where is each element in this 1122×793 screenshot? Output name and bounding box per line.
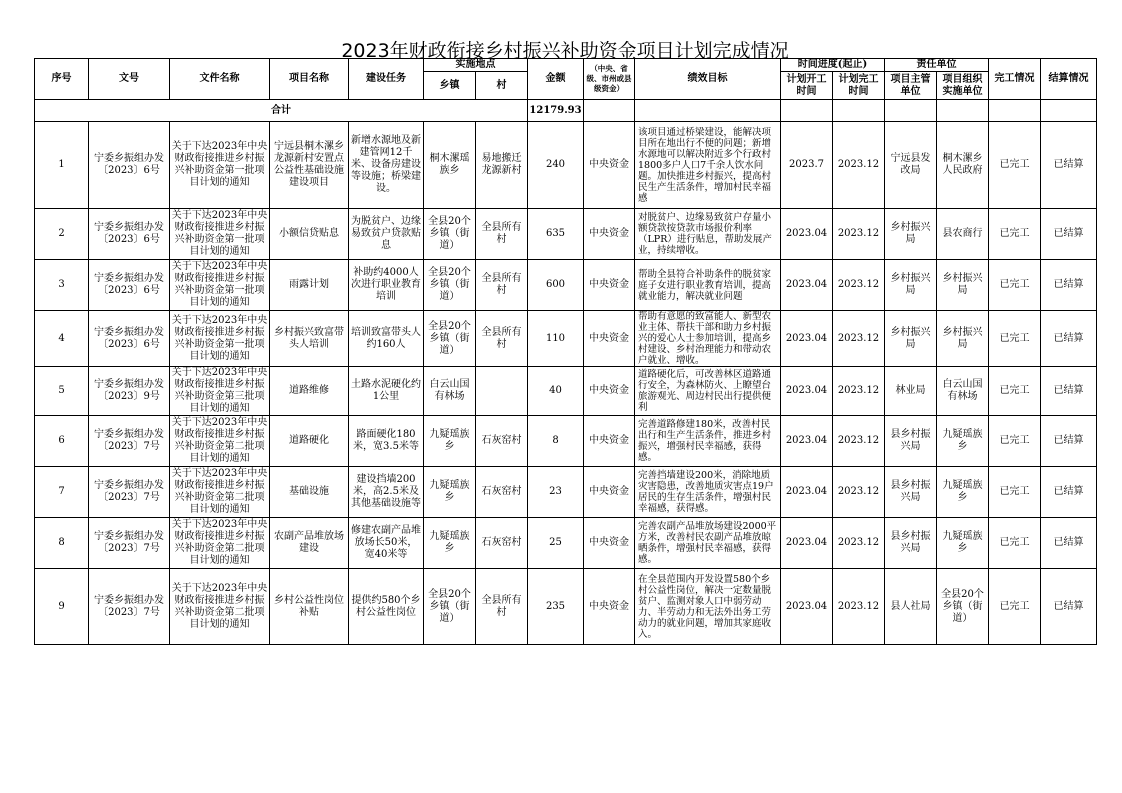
- cell-end: 2023.12: [833, 569, 885, 645]
- cell-fund: 中央资金: [584, 416, 635, 467]
- cell-completion: 已完工: [989, 518, 1041, 569]
- cell-settlement: 已结算: [1041, 518, 1097, 569]
- cell-project: 道路硬化: [270, 416, 349, 467]
- cell-doc-no: 宁委乡振组办发〔2023〕6号: [89, 209, 170, 260]
- cell-settlement: 已结算: [1041, 209, 1097, 260]
- cell-performance: 完善农副产品堆放场建设2000平方米，改善村民农副产品堆放晾晒条件，增强村民幸福感，获得感。: [635, 518, 781, 569]
- cell-executor: 全县20个乡镇（街道）: [937, 569, 989, 645]
- cell-task: 建设挡墙200米，高2.5米及其他基础设施等: [349, 467, 424, 518]
- cell-task: 提供约580个乡村公益性岗位: [349, 569, 424, 645]
- cell-settlement: 已结算: [1041, 367, 1097, 416]
- cell-task: 修建农副产品堆放场长50米，宽40米等: [349, 518, 424, 569]
- cell-start: 2023.04: [781, 518, 833, 569]
- cell-doc-name: 关于下达2023年中央财政衔接推进乡村振兴补助资金第一批项目计划的通知: [170, 260, 270, 311]
- cell-task: 培训致富带头人约160人: [349, 311, 424, 367]
- cell-completion: 已完工: [989, 467, 1041, 518]
- cell-performance: 帮助全县符合补助条件的脱贫家庭子女进行职业教育培训，提高就业能力，解决就业问题: [635, 260, 781, 311]
- cell-doc-name: 关于下达2023年中央财政衔接推进乡村振兴补助资金第二批项目计划的通知: [170, 467, 270, 518]
- cell-project: 道路维修: [270, 367, 349, 416]
- cell-fund: 中央资金: [584, 467, 635, 518]
- cell-executor: 白云山国有林场: [937, 367, 989, 416]
- cell-manager: 县人社局: [885, 569, 937, 645]
- cell-completion: 已完工: [989, 569, 1041, 645]
- cell-performance: 完善道路修建180米，改善村民出行和生产生活条件，推进乡村振兴，增强村民幸福感，获得感。: [635, 416, 781, 467]
- cell-seq: 5: [35, 367, 89, 416]
- cell-start: 2023.04: [781, 311, 833, 367]
- cell-executor: 九疑瑶族乡: [937, 467, 989, 518]
- header-fund-level: （中央、省级、市州或县级资金）: [584, 59, 635, 100]
- header-performance: 绩效目标: [635, 59, 781, 100]
- cell-amount: 635: [528, 209, 584, 260]
- cell-doc-name: 关于下达2023年中央财政衔接推进乡村振兴补助资金第二批项目计划的通知: [170, 569, 270, 645]
- header-end: 计划完工时间: [833, 72, 885, 100]
- cell-town: 九疑瑶族乡: [424, 518, 476, 569]
- header-schedule: 时间进度(起止): [781, 59, 885, 72]
- cell-town: 全县20个乡镇（街道）: [424, 260, 476, 311]
- cell-start: 2023.7: [781, 122, 833, 209]
- cell-end: 2023.12: [833, 122, 885, 209]
- cell-performance: 帮助有意愿的致富能人、新型农业主体、帮扶干部和助力乡村振兴的爱心人士参加培训，提高乡村建设、乡村治理能力和带动农户就业、增收。: [635, 311, 781, 367]
- cell-start: 2023.04: [781, 569, 833, 645]
- header-responsible: 责任单位: [885, 59, 989, 72]
- cell-doc-no: 宁委乡振组办发〔2023〕7号: [89, 416, 170, 467]
- cell-doc-name: 关于下达2023年中央财政衔接推进乡村振兴补助资金第二批项目计划的通知: [170, 416, 270, 467]
- cell-doc-name: 关于下达2023年中央财政衔接推进乡村振兴补助资金第三批项目计划的通知: [170, 367, 270, 416]
- cell-task: 补助约4000人次进行职业教育培训: [349, 260, 424, 311]
- table-row: [35, 367, 1097, 416]
- cell-fund: 中央资金: [584, 569, 635, 645]
- cell-amount: 40: [528, 367, 584, 416]
- cell-village: 全县所有村: [476, 260, 528, 311]
- cell-executor: 桐木漯乡人民政府: [937, 122, 989, 209]
- cell-executor: 乡村振兴局: [937, 260, 989, 311]
- cell-start: 2023.04: [781, 416, 833, 467]
- cell-amount: 240: [528, 122, 584, 209]
- cell-manager: 宁远县发改局: [885, 122, 937, 209]
- cell-completion: 已完工: [989, 416, 1041, 467]
- cell-settlement: 已结算: [1041, 416, 1097, 467]
- header-location: 实施地点: [424, 59, 528, 72]
- cell-settlement: 已结算: [1041, 569, 1097, 645]
- cell-village: 石灰窑村: [476, 467, 528, 518]
- cell-amount: 235: [528, 569, 584, 645]
- total-amount: 12179.93: [528, 100, 584, 122]
- cell-town: 白云山国有林场: [424, 367, 476, 416]
- header-town: 乡镇: [424, 72, 476, 100]
- cell-end: 2023.12: [833, 467, 885, 518]
- cell-seq: 1: [35, 122, 89, 209]
- header-executor: 项目组织实施单位: [937, 72, 989, 100]
- cell-task: 新增水源地及新建管网12千米、设备房建设等设施；桥梁建设。: [349, 122, 424, 209]
- cell-seq: 6: [35, 416, 89, 467]
- cell-town: 全县20个乡镇（街道）: [424, 311, 476, 367]
- header-doc-no: 文号: [89, 59, 170, 100]
- cell-end: 2023.12: [833, 416, 885, 467]
- cell-project: 农副产品堆放场建设: [270, 518, 349, 569]
- cell-settlement: 已结算: [1041, 260, 1097, 311]
- cell-project: 基础设施: [270, 467, 349, 518]
- cell-performance: 在全县范围内开发设置580个乡村公益性岗位，解决一定数量脱贫户、监测对象人口中弱劳动力、半劳动力和无法外出务工劳动力的就业问题，增加其家庭收入。: [635, 569, 781, 645]
- total-label: 合计: [35, 100, 528, 122]
- header-village: 村: [476, 72, 528, 100]
- cell-doc-name: 关于下达2023年中央财政衔接推进乡村振兴补助资金第一批项目计划的通知: [170, 311, 270, 367]
- cell-settlement: 已结算: [1041, 467, 1097, 518]
- header-doc-name: 文件名称: [170, 59, 270, 100]
- table-row: [35, 518, 1097, 569]
- cell-fund: 中央资金: [584, 311, 635, 367]
- cell-seq: 9: [35, 569, 89, 645]
- cell-village: 石灰窑村: [476, 518, 528, 569]
- project-table: [34, 58, 1097, 645]
- cell-manager: 乡村振兴局: [885, 209, 937, 260]
- header-settlement: 结算情况: [1041, 59, 1097, 100]
- cell-completion: 已完工: [989, 367, 1041, 416]
- cell-performance: 对脱贫户、边缘易致贫户存量小额贷款按贷款市场报价利率（LPR）进行贴息，帮助发展产业，持续增收。: [635, 209, 781, 260]
- cell-settlement: 已结算: [1041, 311, 1097, 367]
- header-task: 建设任务: [349, 59, 424, 100]
- cell-completion: 已完工: [989, 311, 1041, 367]
- cell-fund: 中央资金: [584, 367, 635, 416]
- cell-project: 乡村振兴致富带头人培训: [270, 311, 349, 367]
- header-amount: 金额: [528, 59, 584, 100]
- cell-performance: 道路硬化后，可改善林区道路通行安全，为森林防火、上瞭望台旅游观光、周边村民出行提供便利: [635, 367, 781, 416]
- cell-manager: 乡村振兴局: [885, 311, 937, 367]
- cell-doc-no: 宁委乡振组办发〔2023〕6号: [89, 260, 170, 311]
- cell-doc-no: 宁委乡振组办发〔2023〕6号: [89, 122, 170, 209]
- cell-performance: 完善挡墙建设200米，消除地质灾害隐患，改善地质灾害点19户居民的生存生活条件，增强村民幸福感，获得感。: [635, 467, 781, 518]
- cell-town: 全县20个乡镇（街道）: [424, 569, 476, 645]
- cell-amount: 23: [528, 467, 584, 518]
- cell-village: [476, 367, 528, 416]
- cell-project: 乡村公益性岗位补贴: [270, 569, 349, 645]
- header-manager: 项目主管单位: [885, 72, 937, 100]
- cell-end: 2023.12: [833, 367, 885, 416]
- cell-fund: 中央资金: [584, 209, 635, 260]
- cell-task: 为脱贫户、边缘易致贫户贷款贴息: [349, 209, 424, 260]
- cell-village: 全县所有村: [476, 209, 528, 260]
- cell-town: 全县20个乡镇（街道）: [424, 209, 476, 260]
- cell-doc-no: 宁委乡振组办发〔2023〕7号: [89, 569, 170, 645]
- cell-end: 2023.12: [833, 311, 885, 367]
- cell-town: 桐木漯瑶族乡: [424, 122, 476, 209]
- cell-manager: 县乡村振兴局: [885, 518, 937, 569]
- cell-town: 九疑瑶族乡: [424, 416, 476, 467]
- cell-end: 2023.12: [833, 209, 885, 260]
- cell-end: 2023.12: [833, 518, 885, 569]
- cell-task: 路面硬化180米，宽3.5米等: [349, 416, 424, 467]
- header-completion: 完工情况: [989, 59, 1041, 100]
- table-row: [35, 416, 1097, 467]
- cell-manager: 县乡村振兴局: [885, 416, 937, 467]
- table-row: [35, 122, 1097, 209]
- cell-village: 全县所有村: [476, 569, 528, 645]
- cell-doc-no: 宁委乡振组办发〔2023〕6号: [89, 311, 170, 367]
- cell-project: 雨露计划: [270, 260, 349, 311]
- cell-manager: 县乡村振兴局: [885, 467, 937, 518]
- cell-manager: 林业局: [885, 367, 937, 416]
- cell-settlement: 已结算: [1041, 122, 1097, 209]
- header-row-top: [35, 59, 1097, 72]
- cell-end: 2023.12: [833, 260, 885, 311]
- cell-amount: 8: [528, 416, 584, 467]
- cell-village: 易地搬迁龙源新村: [476, 122, 528, 209]
- cell-fund: 中央资金: [584, 518, 635, 569]
- table-row: [35, 569, 1097, 645]
- cell-performance: 该项目通过桥梁建设，能解决项目所在地出行不便的问题；新增水源地可以解决附近多个行政村1800多户人口7千余人饮水问题。加快推进乡村振兴，提高村民生产生活条件，增加村民幸福感: [635, 122, 781, 209]
- cell-doc-no: 宁委乡振组办发〔2023〕9号: [89, 367, 170, 416]
- cell-start: 2023.04: [781, 367, 833, 416]
- cell-completion: 已完工: [989, 209, 1041, 260]
- cell-amount: 600: [528, 260, 584, 311]
- cell-amount: 25: [528, 518, 584, 569]
- table-row: [35, 311, 1097, 367]
- table-row: [35, 209, 1097, 260]
- cell-doc-name: 关于下达2023年中央财政衔接推进乡村振兴补助资金第一批项目计划的通知: [170, 209, 270, 260]
- cell-town: 九疑瑶族乡: [424, 467, 476, 518]
- cell-village: 石灰窑村: [476, 416, 528, 467]
- cell-village: 全县所有村: [476, 311, 528, 367]
- cell-doc-no: 宁委乡振组办发〔2023〕7号: [89, 467, 170, 518]
- cell-seq: 2: [35, 209, 89, 260]
- table-row: [35, 260, 1097, 311]
- cell-completion: 已完工: [989, 260, 1041, 311]
- cell-start: 2023.04: [781, 467, 833, 518]
- cell-manager: 乡村振兴局: [885, 260, 937, 311]
- cell-seq: 7: [35, 467, 89, 518]
- cell-task: 土路水泥硬化约1公里: [349, 367, 424, 416]
- cell-seq: 4: [35, 311, 89, 367]
- cell-start: 2023.04: [781, 260, 833, 311]
- cell-executor: 九疑瑶族乡: [937, 518, 989, 569]
- table-row: [35, 467, 1097, 518]
- cell-seq: 8: [35, 518, 89, 569]
- total-row: [35, 100, 1097, 122]
- cell-amount: 110: [528, 311, 584, 367]
- cell-executor: 县农商行: [937, 209, 989, 260]
- cell-executor: 九疑瑶族乡: [937, 416, 989, 467]
- cell-doc-no: 宁委乡振组办发〔2023〕7号: [89, 518, 170, 569]
- header-start: 计划开工时间: [781, 72, 833, 100]
- cell-doc-name: 关于下达2023年中央财政衔接推进乡村振兴补助资金第一批项目计划的通知: [170, 122, 270, 209]
- cell-start: 2023.04: [781, 209, 833, 260]
- header-project: 项目名称: [270, 59, 349, 100]
- cell-fund: 中央资金: [584, 122, 635, 209]
- cell-project: 宁远县桐木漯乡龙源新村安置点公益性基础设施建设项目: [270, 122, 349, 209]
- cell-seq: 3: [35, 260, 89, 311]
- cell-executor: 乡村振兴局: [937, 311, 989, 367]
- cell-project: 小额信贷贴息: [270, 209, 349, 260]
- cell-fund: 中央资金: [584, 260, 635, 311]
- header-seq: 序号: [35, 59, 89, 100]
- cell-doc-name: 关于下达2023年中央财政衔接推进乡村振兴补助资金第二批项目计划的通知: [170, 518, 270, 569]
- page-title: 2023年财政衔接乡村振兴补助资金项目计划完成情况: [341, 40, 789, 62]
- cell-completion: 已完工: [989, 122, 1041, 209]
